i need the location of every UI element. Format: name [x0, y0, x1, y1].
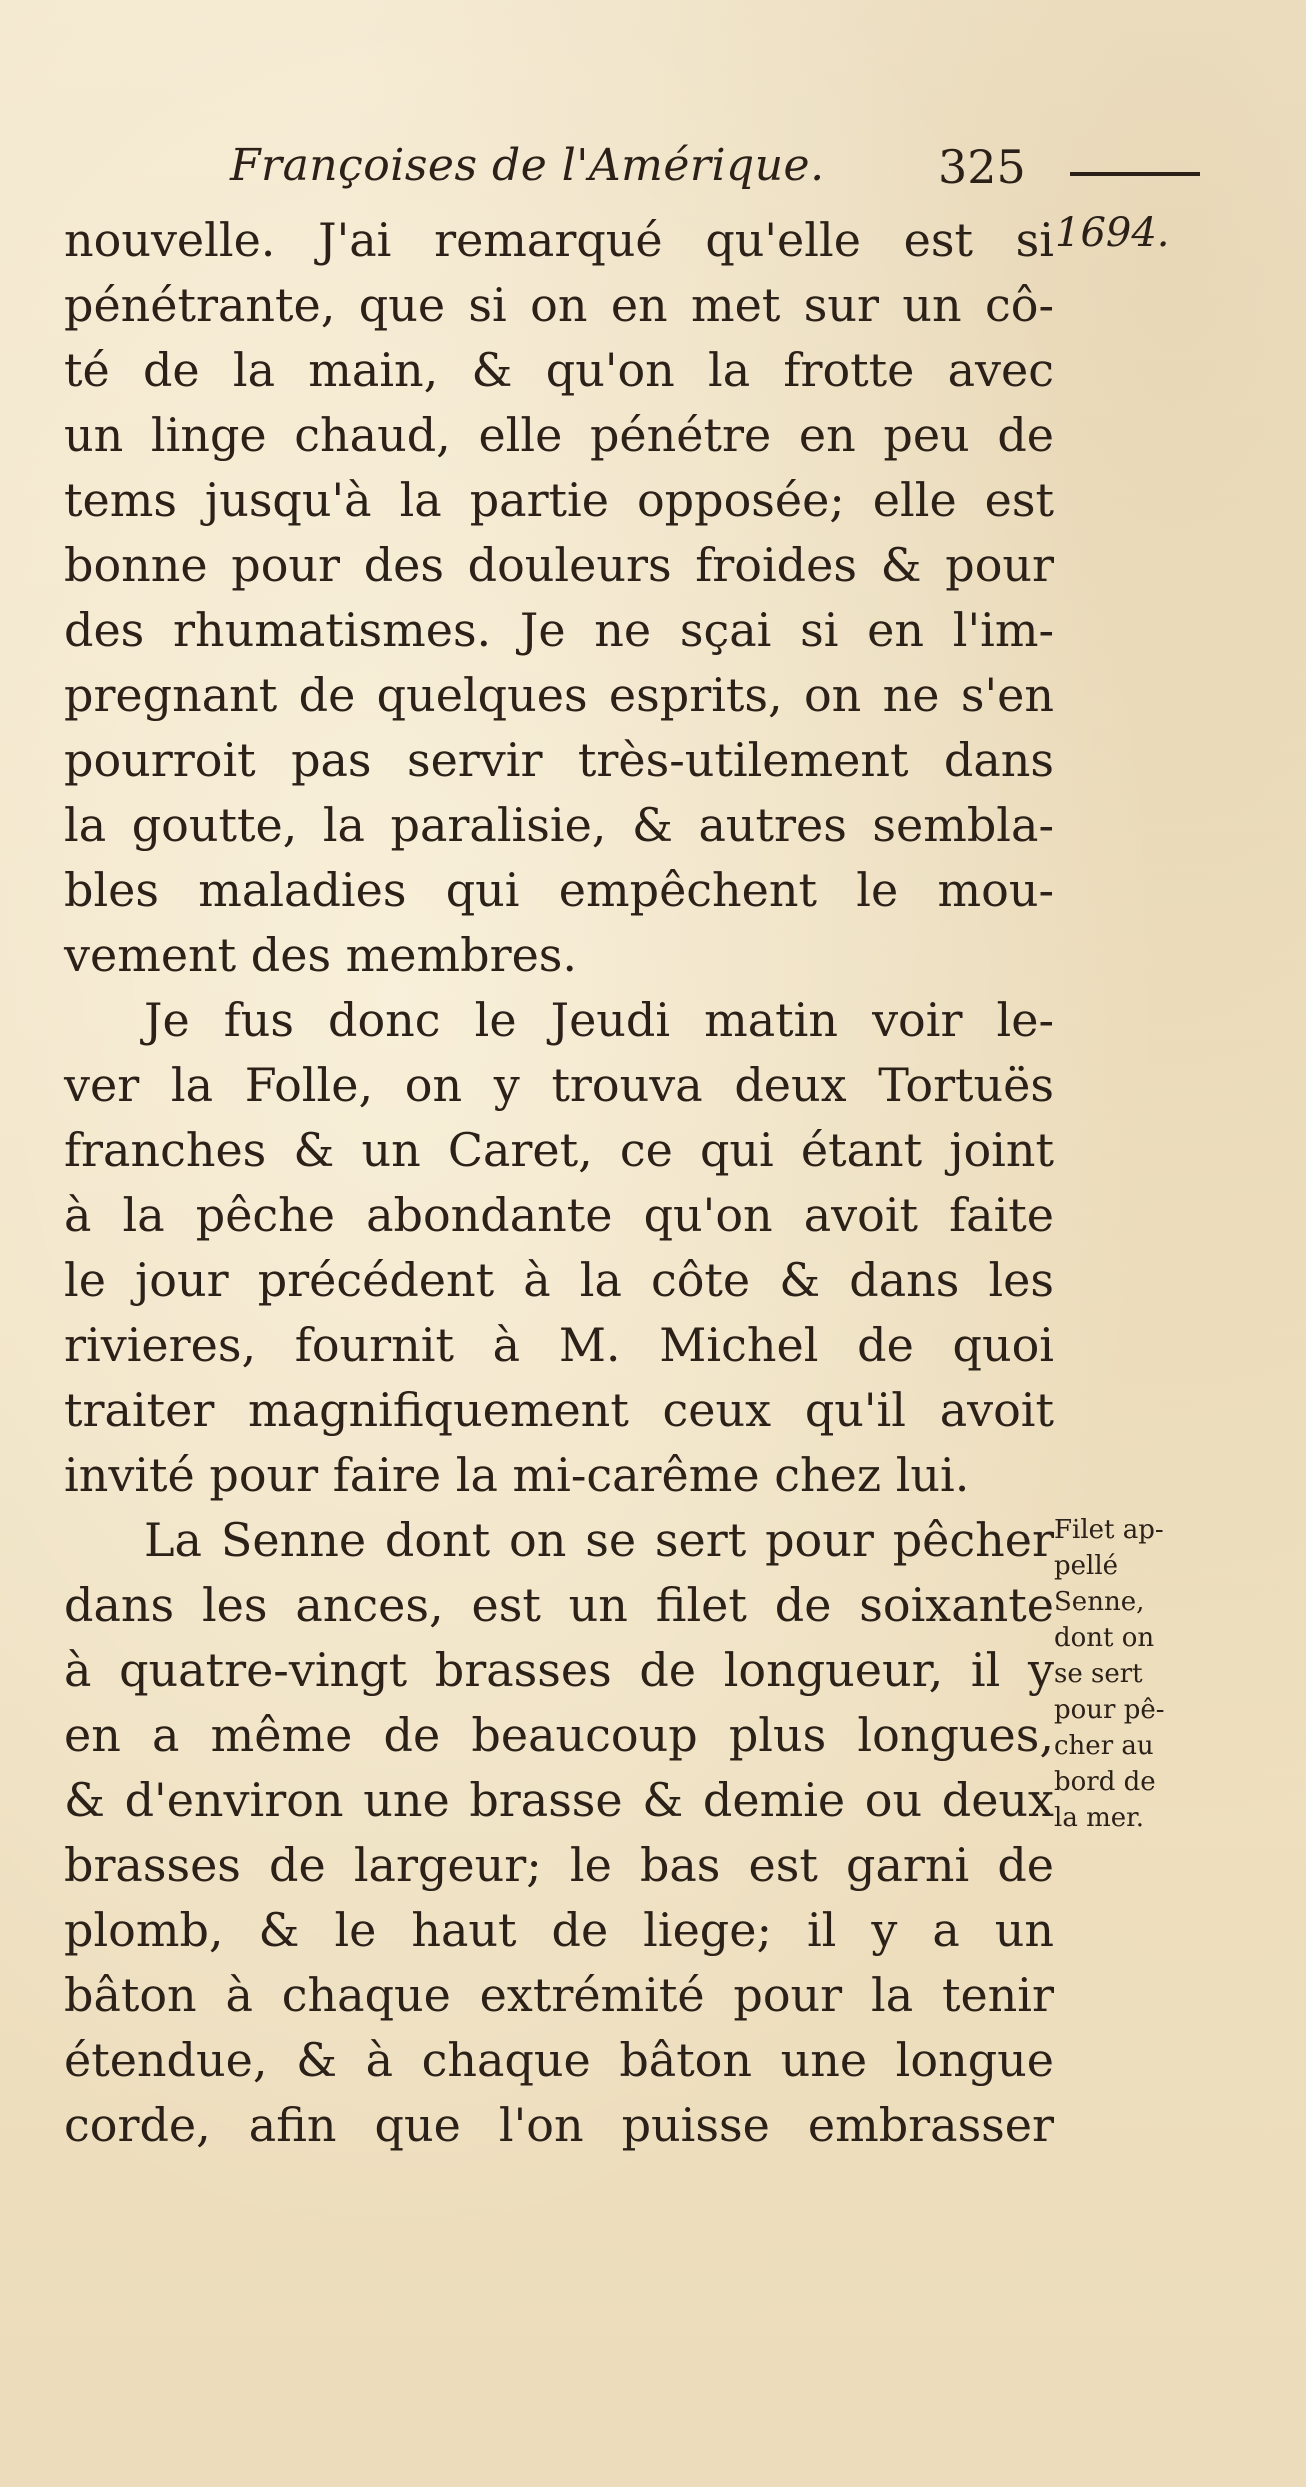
- text-line: un linge chaud, elle pénétre en peu de: [64, 408, 1054, 462]
- text-line: plomb, & le haut de liege; il y a un: [64, 1903, 1054, 1957]
- body-text: [64, 208, 1054, 2158]
- margin-year: 1694.: [1055, 210, 1170, 256]
- text-line: brasses de largeur; le bas est garni de: [64, 1838, 1054, 1892]
- text-line: la goutte, la paralisie, & autres sembla-: [64, 798, 1054, 852]
- margin-note-line: bord de: [1054, 1767, 1156, 1797]
- text-line: le jour précédent à la côte & dans les: [64, 1253, 1054, 1307]
- text-line: & d'environ une brasse & demie ou deux: [64, 1773, 1054, 1827]
- margin-note-line: pellé: [1054, 1551, 1119, 1581]
- margin-note-line: pour pê-: [1054, 1695, 1165, 1725]
- text-line: traiter magnifiquement ceux qu'il avoit: [64, 1383, 1054, 1437]
- text-line: La Senne dont on se sert pour pêcher: [144, 1513, 1054, 1567]
- text-line: des rhumatismes. Je ne sçai si en l'im-: [64, 603, 1054, 657]
- text-line: pourroit pas servir très-utilement dans: [64, 733, 1054, 787]
- text-line: tems jusqu'à la partie opposée; elle est: [64, 473, 1054, 527]
- text-line: vement des membres.: [64, 928, 578, 982]
- text-line: à la pêche abondante qu'on avoit faite: [64, 1188, 1054, 1242]
- text-line: à quatre-vingt brasses de longueur, il y: [64, 1643, 1054, 1697]
- text-line: bles maladies qui empêchent le mou-: [64, 863, 1054, 917]
- margin-note-line: Filet ap-: [1054, 1515, 1164, 1545]
- page-number: 325: [938, 140, 1026, 194]
- margin-note: [1054, 1512, 1254, 1836]
- text-line: bonne pour des douleurs froides & pour: [64, 538, 1054, 592]
- running-title: Françoises de l'Amérique.: [230, 140, 825, 191]
- header-rule: [1070, 172, 1200, 176]
- text-line: rivieres, fournit à M. Michel de quoi: [64, 1318, 1054, 1372]
- text-line: invité pour faire la mi-carême chez lui.: [64, 1448, 970, 1502]
- text-line: pregnant de quelques esprits, on ne s'en: [64, 668, 1054, 722]
- text-line: Je fus donc le Jeudi matin voir le-: [144, 993, 1054, 1047]
- text-line: pénétrante, que si on en met sur un cô-: [64, 278, 1054, 332]
- text-line: franches & un Caret, ce qui étant joint: [64, 1123, 1054, 1177]
- text-line: corde, afin que l'on puisse embrasser: [64, 2098, 1054, 2152]
- text-line: bâton à chaque extrémité pour la tenir: [64, 1968, 1054, 2022]
- text-line: en a même de beaucoup plus longues,: [64, 1708, 1054, 1762]
- text-line: ver la Folle, on y trouva deux Tortuës: [64, 1058, 1054, 1112]
- text-line: nouvelle. J'ai remarqué qu'elle est si: [64, 213, 1054, 267]
- margin-note-line: cher au: [1054, 1731, 1154, 1761]
- text-line: dans les ances, est un filet de soixante: [64, 1578, 1054, 1632]
- margin-note-line: dont on: [1054, 1623, 1155, 1653]
- margin-note-line: la mer.: [1054, 1803, 1144, 1833]
- margin-note-line: se sert: [1054, 1659, 1143, 1689]
- text-line: étendue, & à chaque bâton une longue: [64, 2033, 1054, 2087]
- text-line: té de la main, & qu'on la frotte avec: [64, 343, 1054, 397]
- margin-note-line: Senne,: [1054, 1587, 1145, 1617]
